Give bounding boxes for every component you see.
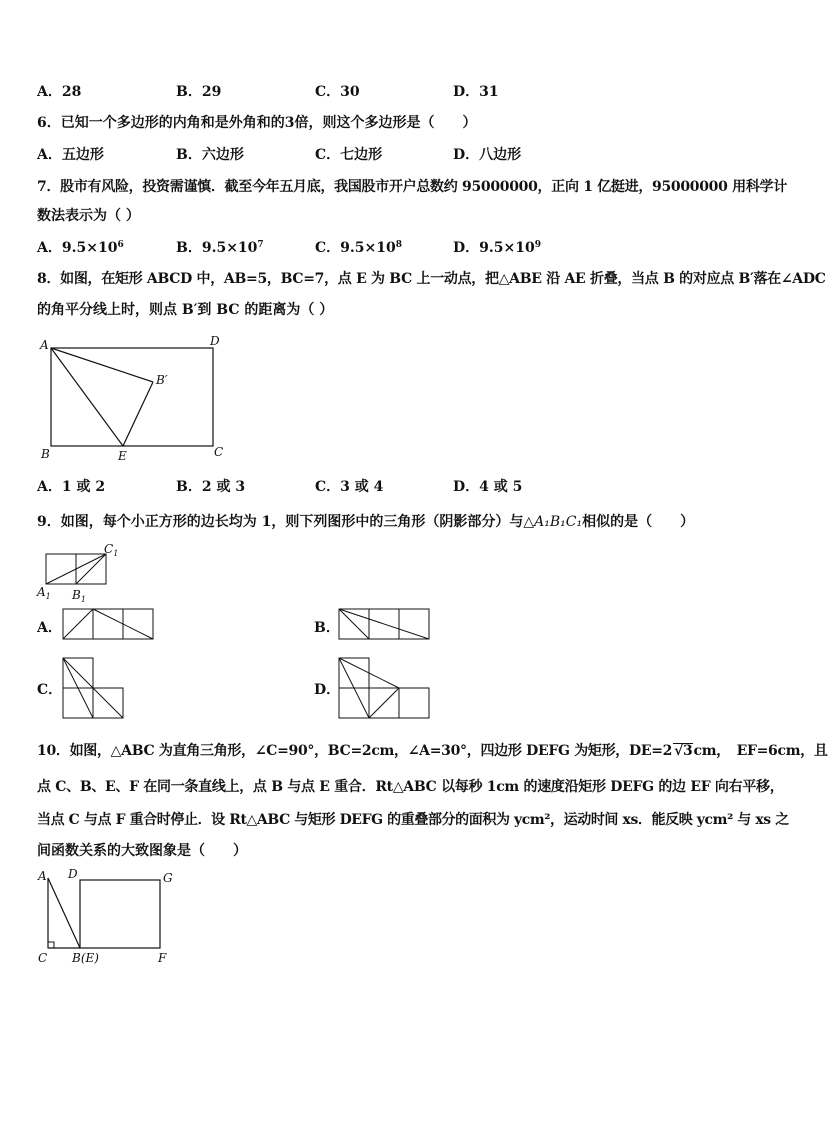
q8-stem-line1: 8．如图，在矩形 ABCD 中，AB=5，BC=7，点 E 为 BC 上一动点，把△ABE 沿 AE 折叠，当点 B 的对应点 B′落在∠ADC <box>37 271 826 287</box>
q6-option-d: D．八边形 <box>453 147 522 163</box>
label-b-e: B(E) <box>72 951 99 965</box>
q8-option-a: A．1 或 2 <box>37 479 106 495</box>
q8-stem-line2: 的角平分线上时，则点 B′到 BC 的距离为（ ） <box>37 302 334 318</box>
q6-stem: 6．已知一个多边形的内角和是外角和的3倍，则这个多边形是（ ） <box>37 115 477 131</box>
q7-option-a: A．$9.5\times 10^6$ <box>37 240 124 256</box>
q9-option-a-figure <box>62 608 154 640</box>
q9-stem-triangle: △A₁B₁C₁ <box>523 514 583 530</box>
label-c: C <box>214 445 224 459</box>
q9-option-c-figure <box>62 657 126 719</box>
q7-stem-line1: 7．股市有风险，投资需谨慎．截至今年五月底，我国股市开户总数约 95000000，正向 1 亿挺进，95000000 用科学计 <box>37 179 787 195</box>
q9-option-c-label: C． <box>37 682 63 698</box>
q9-option-b-label: B． <box>314 620 340 636</box>
q10-figure <box>36 866 186 968</box>
q7-stem-line2: 数法表示为（ ） <box>37 208 140 224</box>
segment-ae <box>51 348 123 446</box>
q10-stem-line3: 当点 C 与点 F 重合时停止．设 Rt△ABC 与矩形 DEFG 的重叠部分的面积为 ycm²，运动时间 xs．能反映 ycm² 与 xs 之 <box>37 812 789 828</box>
q6-option-b: B．六边形 <box>176 147 244 163</box>
q9-stem: 9．如图，每个小正方形的边长均为 1，则下列图形中的三角形（阴影部分）与△A₁B₁C₁相似的是（ ） <box>37 514 695 530</box>
q7-option-d: D．$9.5\times 10^9$ <box>453 240 541 256</box>
q10-figure-svg <box>36 866 186 968</box>
q6-option-c: C．七边形 <box>315 147 383 163</box>
label-b: B <box>41 447 50 461</box>
q9-option-d-label: D． <box>314 682 341 698</box>
q8-option-d: D．4 或 5 <box>453 479 523 495</box>
q10-stem-line2: 点 C、B、E、F 在同一条直线上，点 B 与点 E 重合．Rt△ABC 以每秒 1cm 的速度沿矩形 DEFG 的边 EF 向右平移， <box>37 779 784 795</box>
q5-option-b: B．29 <box>176 84 222 100</box>
label-a: A <box>38 869 47 883</box>
q9-reference-svg <box>36 543 136 603</box>
q10-stem-line1: 10．如图，△ABC 为直角三角形，∠C=90°，BC=2cm，∠A=30°，四边形 DEFG 为矩形，DE=2 √3cm， EF=6cm，且 <box>37 743 828 759</box>
q9-option-d-figure <box>338 657 432 719</box>
label-b1: $B_1$ <box>72 588 86 604</box>
sqrt-symbol: √3 <box>674 743 693 759</box>
q5-option-a: A．28 <box>37 84 82 100</box>
segment-ab-prime <box>51 348 153 382</box>
q8-option-b: B．2 或 3 <box>176 479 246 495</box>
q8-option-c: C．3 或 4 <box>315 479 384 495</box>
q7-option-c: C．$9.5\times 10^8$ <box>315 240 402 256</box>
q6-option-a: A．五边形 <box>37 147 104 163</box>
label-c1: $C_1$ <box>104 542 119 558</box>
q5-option-c: C．30 <box>315 84 360 100</box>
q8-rectangle-figure <box>36 332 236 464</box>
q10-stem-line4: 间函数关系的大致图象是（ ） <box>37 843 247 859</box>
q8-figure-svg <box>36 332 236 464</box>
q5-option-d: D．31 <box>453 84 499 100</box>
label-e: E <box>118 449 127 463</box>
q9-reference-figure <box>36 543 136 603</box>
q7-option-b: B．$9.5\times 10^7$ <box>176 240 264 256</box>
label-d: D <box>68 867 78 881</box>
label-a1: $A_1$ <box>37 585 51 601</box>
label-d: D <box>210 334 220 348</box>
label-b-prime: B′ <box>156 373 168 387</box>
label-a: A <box>40 338 49 352</box>
label-g: G <box>163 871 173 885</box>
segment-b-prime-e <box>123 382 153 446</box>
q9-option-b-figure <box>338 608 430 640</box>
rectangle-defg <box>80 880 160 948</box>
label-f: F <box>158 951 167 965</box>
rectangle-abcd <box>51 348 213 446</box>
q9-option-a-label: A． <box>37 620 62 636</box>
right-angle-mark <box>48 942 54 948</box>
label-c: C <box>38 951 48 965</box>
